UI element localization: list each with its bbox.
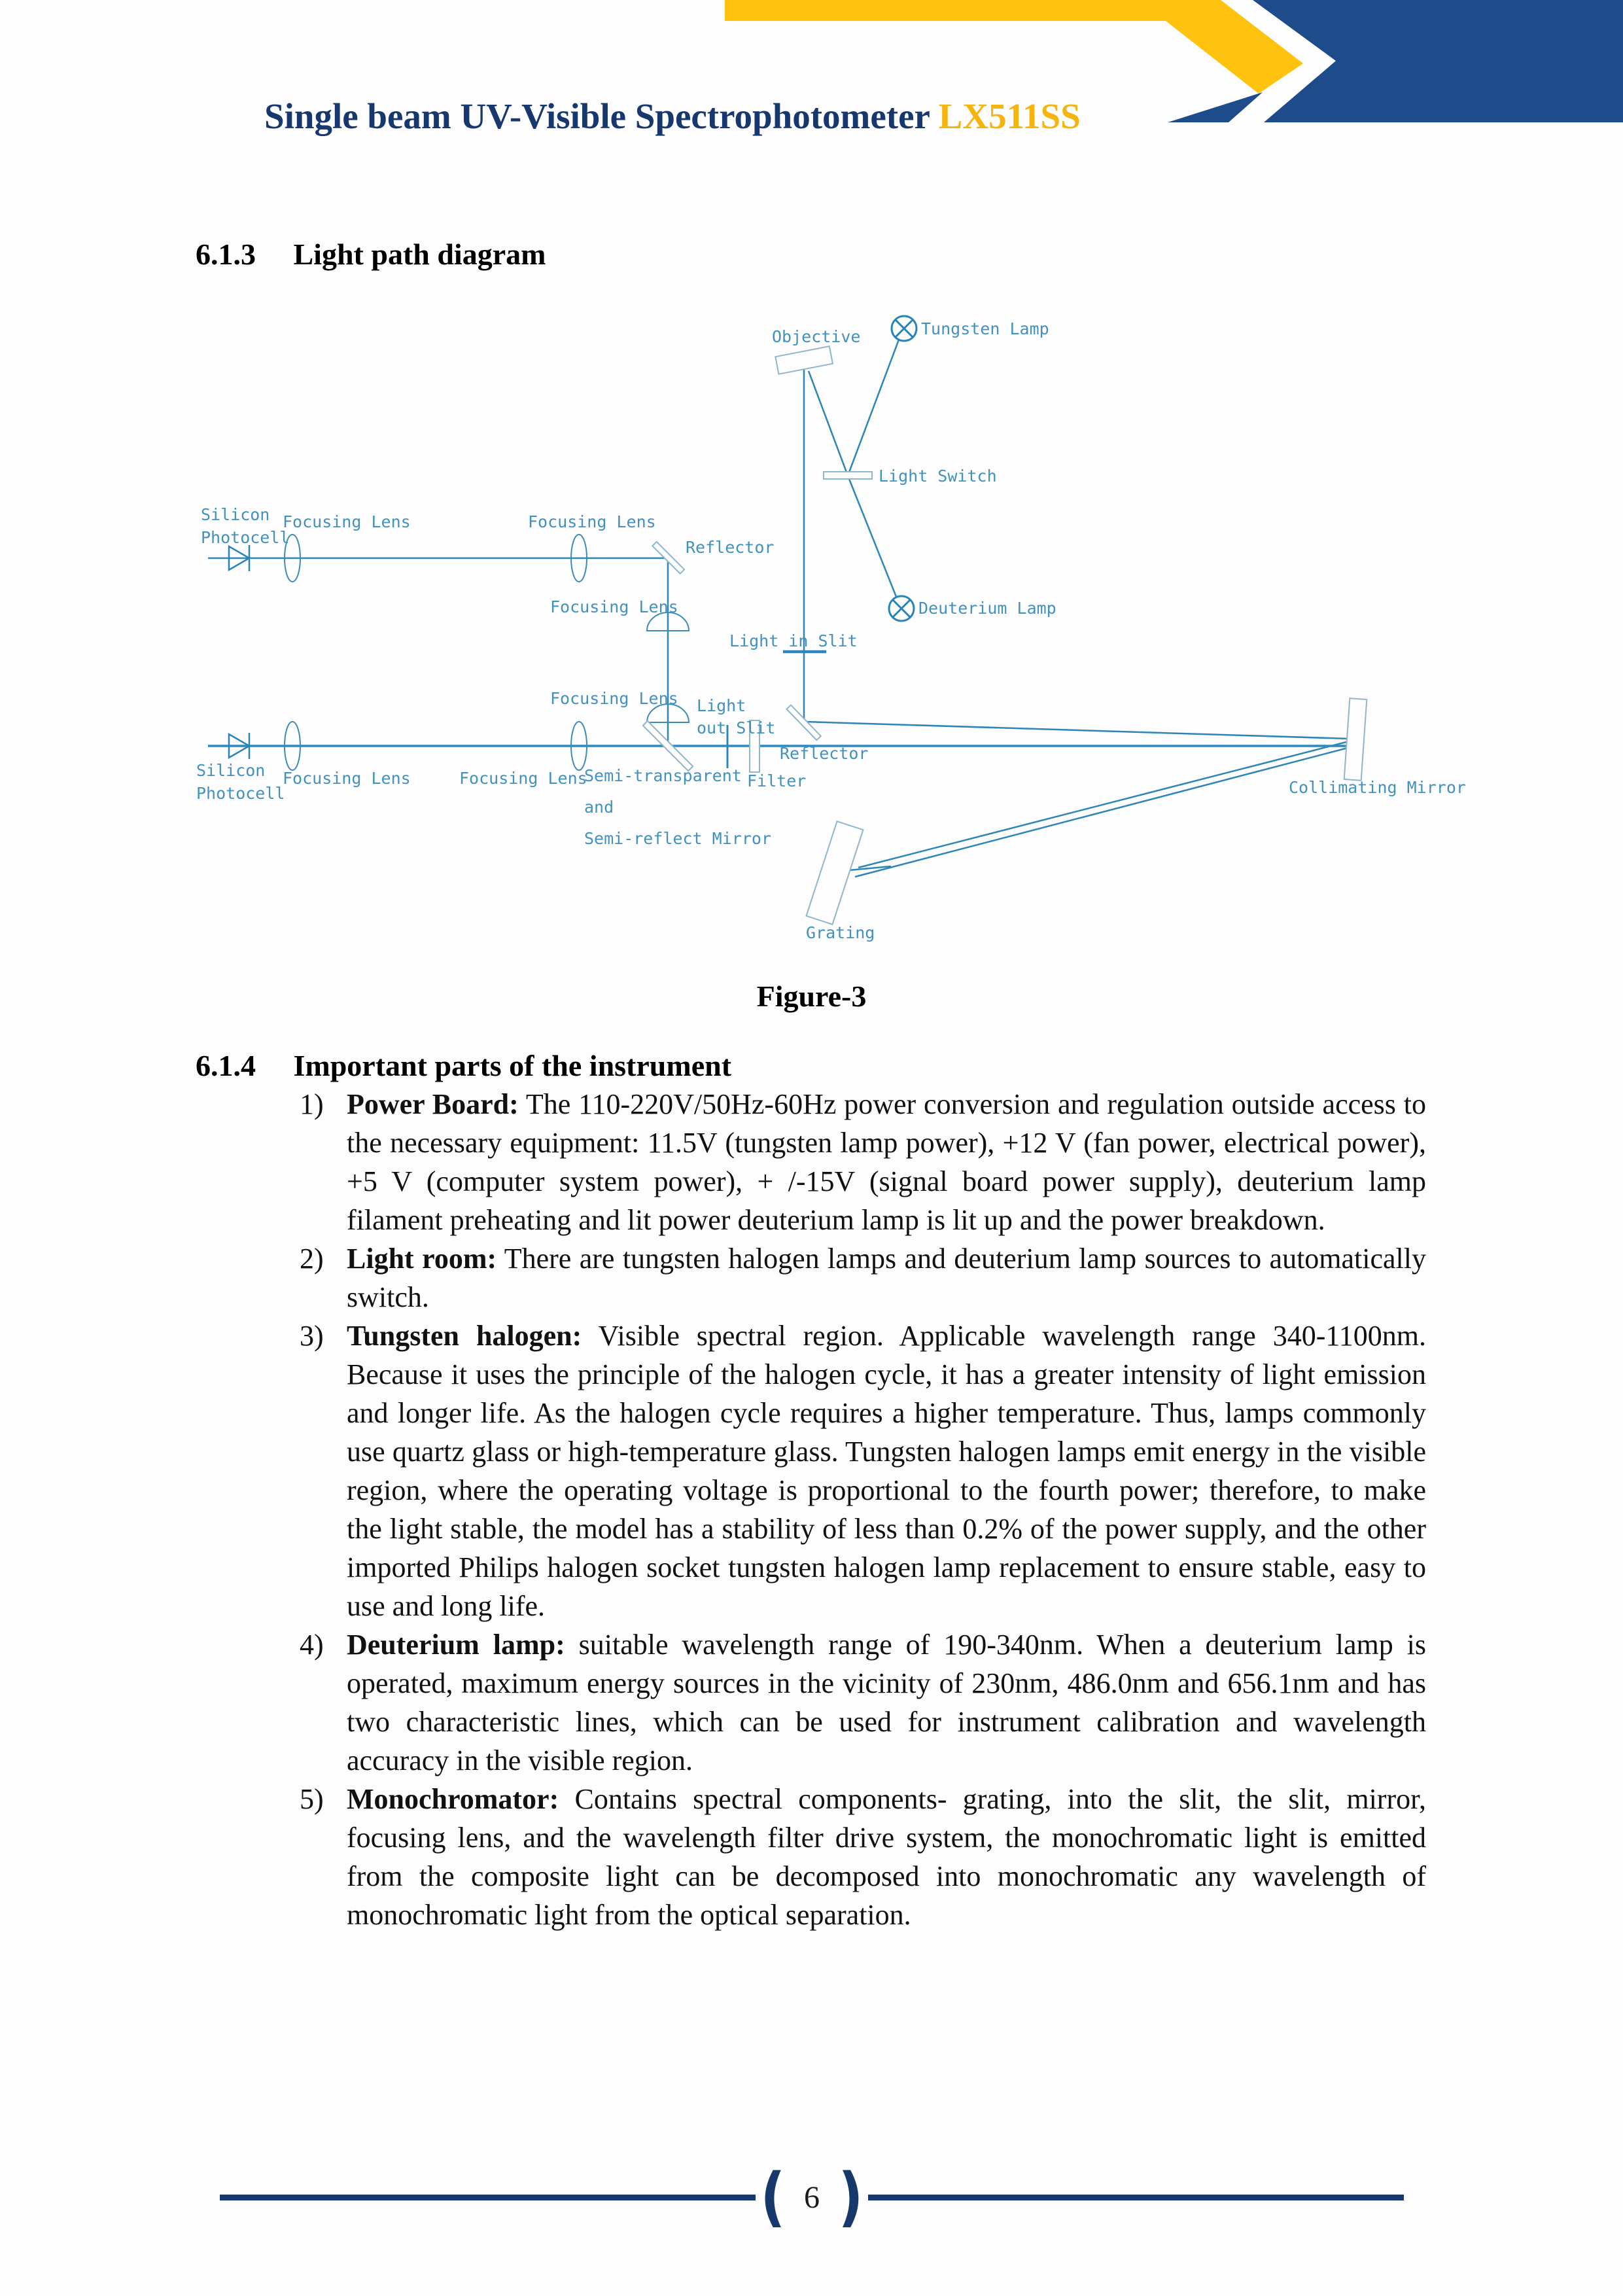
light-path-diagram: [0, 0, 1623, 981]
label-grating: Grating: [806, 923, 875, 942]
label-light-in-slit: Light in Slit: [729, 631, 858, 650]
label-deuterium-lamp: Deuterium Lamp: [918, 599, 1056, 618]
grating-element: [807, 821, 864, 925]
list-item-text: [347, 1780, 1426, 1934]
list-item-number: 5): [300, 1783, 324, 1815]
focusing-lenses: [285, 535, 689, 770]
ray-objective-switch: [809, 371, 848, 476]
list-item-label: Power Board:: [347, 1088, 519, 1120]
list-item-label: Light room:: [347, 1243, 497, 1275]
label-light-switch: Light Switch: [879, 467, 997, 486]
list-item-body: There are tungsten halogen lamps and deuterium lamp sources to automatically switch.: [347, 1243, 1427, 1313]
document-title-model: LX511SS: [938, 96, 1081, 136]
label-focusing-lens-5: Focusing Lens: [283, 769, 411, 788]
label-photocell-top: Photocell: [201, 528, 290, 547]
list-item-body: Contains spectral components- grating, into the slit, the slit, mirror, focusing lens, and the wavelength filter drive system, the monochromatic light is emitted from the composite light can be decomposed into monochromatic any wavelength of monochromatic light from the optical separation.: [347, 1783, 1427, 1931]
list-item-number: 2): [300, 1243, 324, 1275]
label-focusing-lens-6: Focusing Lens: [459, 769, 587, 788]
label-semi-reflect: Semi-reflect Mirror: [584, 829, 771, 848]
footer-rule-right: [868, 2195, 1404, 2200]
list-item: [300, 1625, 1426, 1780]
list-item-body: Visible spectral region. Applicable wavelength range 340-1100nm. Because it uses the principle of the halogen cycle, it has a greater intensity of light emission and longer life. As the halogen cycle requires a higher temperature. Thus, lamps commonly use quartz glass or high-temperature glass. Tungsten halogen lamps emit energy in the visible region, where the operating voltage is proportional to the fourth power; therefore, to make the light stable, the model has a stability of less than 0.2% of the power supply, and the other imported Philips halogen socket tungsten halogen lamp replacement to ensure stable, easy to use and long life.: [347, 1320, 1426, 1622]
list-item-number: 1): [300, 1088, 324, 1120]
collimating-mirror: [1344, 698, 1367, 781]
label-photocell-bottom: Photocell: [196, 784, 285, 803]
list-item-text: [347, 1239, 1426, 1316]
label-focusing-lens-3: Focusing Lens: [550, 597, 678, 616]
label-focusing-lens-1: Focusing Lens: [283, 512, 411, 531]
list-item: [300, 1780, 1426, 1934]
list-item-text: [347, 1625, 1426, 1780]
label-focusing-lens-4: Focusing Lens: [550, 689, 678, 708]
label-semi-transparent: Semi-transparent: [584, 766, 742, 785]
list-item: [300, 1316, 1426, 1625]
label-light-out-2: out Slit: [697, 718, 776, 737]
label-reflector-1: Reflector: [686, 538, 775, 557]
list-item-body: suitable wavelength range of 190-340nm. When a deuterium lamp is operated, maximum energy sources in the vicinity of 230nm, 486.0nm and 656.1nm and has two characteristic lines, which can be used for instrument calibration and wavelength accuracy in the visible region.: [347, 1629, 1427, 1776]
section-number: 6.1.4: [196, 1049, 256, 1082]
ray-tungsten-switch: [848, 340, 899, 476]
list-item-number: 3): [300, 1320, 324, 1352]
list-item-label: Tungsten halogen:: [347, 1320, 582, 1352]
label-tungsten-lamp: Tungsten Lamp: [921, 319, 1049, 338]
section-heading-614: [196, 1051, 731, 1081]
label-and: and: [584, 798, 614, 817]
section-title: Important parts of the instrument: [293, 1049, 732, 1082]
label-silicon-bottom: Silicon: [196, 761, 266, 780]
list-item-number: 4): [300, 1629, 324, 1661]
label-light-out-1: Light: [697, 696, 746, 715]
label-objective: Objective: [772, 327, 861, 346]
label-focusing-lens-2: Focusing Lens: [528, 512, 656, 531]
footer-rule-left: [220, 2195, 756, 2200]
footer-open-bracket-icon: (: [760, 2160, 786, 2234]
label-collimating-mirror: Collimating Mirror: [1289, 778, 1466, 797]
section-title: Light path diagram: [293, 238, 546, 271]
ray-reflector-mirror: [805, 722, 1350, 739]
label-reflector-2: Reflector: [780, 744, 869, 763]
footer-close-bracket-icon: ): [838, 2160, 864, 2234]
list-item: [300, 1085, 1426, 1239]
label-silicon-top: Silicon: [201, 505, 270, 524]
deuterium-lamp-icon: [889, 596, 914, 621]
list-item-text: [347, 1316, 1426, 1625]
figure-caption: Figure-3: [756, 980, 867, 1013]
light-switch-bar: [824, 472, 872, 479]
list-item-label: Monochromator:: [347, 1783, 559, 1815]
list-item: [300, 1239, 1426, 1316]
list-item-text: [347, 1085, 1426, 1239]
page-number: 6: [804, 2180, 820, 2215]
section-number: 6.1.3: [196, 238, 256, 271]
document-title-text: Single beam UV-Visible Spectrophotometer: [264, 96, 930, 136]
ray-mirror-grating-2: [855, 747, 1350, 877]
tungsten-lamp-icon: [892, 316, 916, 341]
list-item-label: Deuterium lamp:: [347, 1629, 565, 1661]
list-item-body: The 110-220V/50Hz-60Hz power conversion and regulation outside access to the necessary equipment: 11.5V (tungsten lamp power), +12 V (fan power, electrical power), +5 V (computer system power), + /-15V (signal board power supply), deuterium lamp filament preheating and lit power deuterium lamp is lit up and the power breakdown.: [347, 1088, 1426, 1236]
label-filter: Filter: [747, 771, 807, 790]
ray-switch-deuterium: [848, 476, 896, 597]
important-parts-list: [300, 1085, 1426, 1934]
ray-mirror-grating-1: [858, 741, 1349, 868]
page-footer: [220, 2160, 1404, 2234]
light-rays: [208, 340, 1350, 877]
